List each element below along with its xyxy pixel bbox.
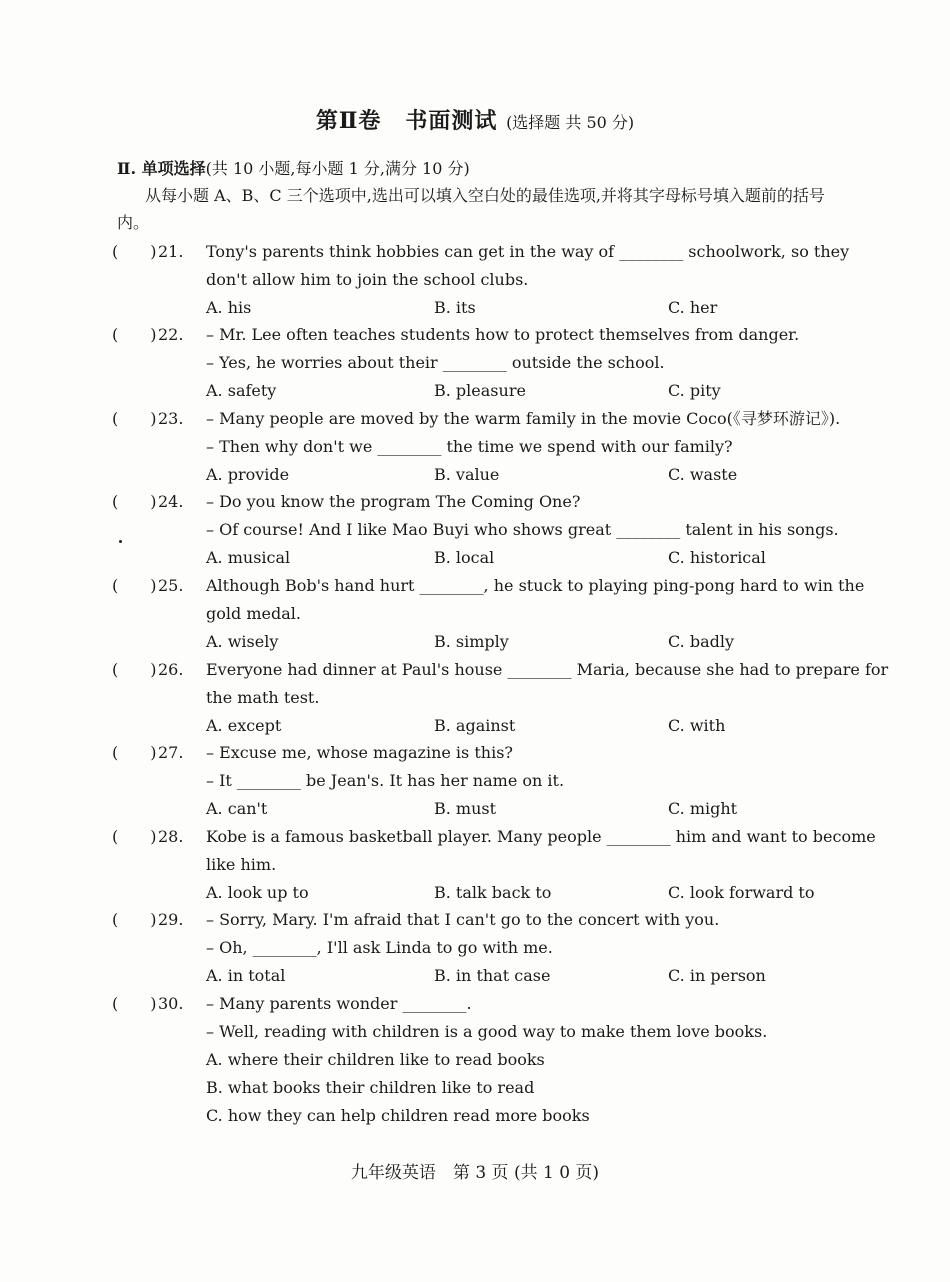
option-b[interactable]: B. its	[434, 298, 476, 317]
answer-bracket[interactable]: ( )	[112, 576, 157, 595]
question-stem-line: – Many parents wonder ________.	[206, 994, 472, 1013]
question-stem-line: the math test.	[206, 688, 320, 707]
answer-bracket[interactable]: ( )	[112, 242, 157, 261]
option-c[interactable]: C. badly	[668, 632, 735, 651]
answer-bracket[interactable]: ( )	[112, 994, 157, 1013]
section-heading-note: (共 10 小题,每小题 1 分,满分 10 分)	[205, 159, 470, 178]
question-stem-line: – Mr. Lee often teaches students how to protect themselves from danger.	[206, 325, 800, 344]
option-b[interactable]: B. in that case	[434, 966, 551, 985]
option-c[interactable]: C. historical	[668, 548, 766, 567]
part-title	[0, 104, 950, 135]
question-number: 21.	[158, 242, 184, 261]
part-name: 书面测试	[405, 108, 498, 134]
question-stem-line: Tony's parents think hobbies can get in the way of ________ schoolwork, so they	[206, 242, 850, 261]
question-stem-line: Although Bob's hand hurt ________, he stuck to playing ping-pong hard to win the	[206, 576, 865, 595]
part-subtitle: (选择题 共 50 分)	[506, 113, 635, 132]
option-a[interactable]: A. where their children like to read books	[206, 1050, 545, 1069]
answer-bracket[interactable]: ( )	[112, 409, 157, 428]
option-c[interactable]: C. her	[668, 298, 718, 317]
question-number: 28.	[158, 827, 184, 846]
question-stem-line: – Well, reading with children is a good way to make them love books.	[206, 1022, 768, 1041]
question-stem-line: – Sorry, Mary. I'm afraid that I can't go to the concert with you.	[206, 910, 720, 929]
option-b[interactable]: B. what books their children like to read	[206, 1078, 535, 1097]
option-c[interactable]: C. pity	[668, 381, 721, 400]
question-stem-line: – Yes, he worries about their ________ outside the school.	[206, 353, 665, 372]
question-number: 30.	[158, 994, 184, 1013]
option-c[interactable]: C. in person	[668, 966, 766, 985]
question-number: 27.	[158, 743, 184, 762]
option-c[interactable]: C. with	[668, 716, 726, 735]
option-b[interactable]: B. pleasure	[434, 381, 526, 400]
answer-bracket[interactable]: ( )	[112, 827, 157, 846]
page-footer: 九年级英语 第 3 页 (共 1 0 页)	[350, 1163, 600, 1183]
section-heading-title: Ⅱ. 单项选择	[117, 159, 206, 178]
option-a[interactable]: A. can't	[206, 799, 268, 818]
answer-bracket[interactable]: ( )	[112, 492, 157, 511]
question-stem-line: Everyone had dinner at Paul's house ________ Maria, because she had to prepare for	[206, 660, 889, 679]
question-stem-line: – Many people are moved by the warm family in the movie Coco(《寻梦环游记》).	[206, 409, 841, 428]
option-c[interactable]: C. look forward to	[668, 883, 815, 902]
option-b[interactable]: B. against	[434, 716, 516, 735]
section-instruction: 从每小题 A、B、C 三个选项中,选出可以填入空白处的最佳选项,并将其字母标号填入题前的括号内。	[117, 186, 825, 232]
question-stem-line: don't allow him to join the school clubs.	[206, 270, 529, 289]
part-label: 第Ⅱ卷	[315, 108, 382, 134]
scan-speck	[119, 540, 122, 543]
question-stem-line: – Excuse me, whose magazine is this?	[206, 743, 513, 762]
question-stem-line: – It ________ be Jean's. It has her name on it.	[206, 771, 565, 790]
question-number: 25.	[158, 576, 184, 595]
option-b[interactable]: B. must	[434, 799, 497, 818]
question-number: 26.	[158, 660, 184, 679]
option-a[interactable]: A. musical	[206, 548, 291, 567]
option-a[interactable]: A. provide	[206, 465, 290, 484]
question-stem-line: Kobe is a famous basketball player. Many people ________ him and want to become	[206, 827, 876, 846]
question-stem-line: – Then why don't we ________ the time we spend with our family?	[206, 437, 733, 456]
option-b[interactable]: B. value	[434, 465, 500, 484]
answer-bracket[interactable]: ( )	[112, 743, 157, 762]
option-a[interactable]: A. in total	[206, 966, 286, 985]
answer-bracket[interactable]: ( )	[112, 660, 157, 679]
question-stem-line: gold medal.	[206, 604, 301, 623]
question-number: 24.	[158, 492, 184, 511]
option-a[interactable]: A. wisely	[206, 632, 279, 651]
question-number: 29.	[158, 910, 184, 929]
answer-bracket[interactable]: ( )	[112, 910, 157, 929]
question-stem-line: like him.	[206, 855, 277, 874]
answer-bracket[interactable]: ( )	[112, 325, 157, 344]
question-number: 22.	[158, 325, 184, 344]
option-b[interactable]: B. simply	[434, 632, 509, 651]
question-stem-line: – Of course! And I like Mao Buyi who shows great ________ talent in his songs.	[206, 520, 839, 539]
option-c[interactable]: C. how they can help children read more books	[206, 1106, 590, 1125]
option-c[interactable]: C. might	[668, 799, 738, 818]
option-a[interactable]: A. safety	[206, 381, 277, 400]
section-heading	[117, 156, 470, 179]
question-number: 23.	[158, 409, 184, 428]
question-stem-line: – Do you know the program The Coming One?	[206, 492, 581, 511]
option-b[interactable]: B. talk back to	[434, 883, 552, 902]
option-a[interactable]: A. his	[206, 298, 252, 317]
option-a[interactable]: A. look up to	[206, 883, 309, 902]
option-b[interactable]: B. local	[434, 548, 495, 567]
option-c[interactable]: C. waste	[668, 465, 738, 484]
option-a[interactable]: A. except	[206, 716, 282, 735]
question-stem-line: – Oh, ________, I'll ask Linda to go with me.	[206, 938, 553, 957]
